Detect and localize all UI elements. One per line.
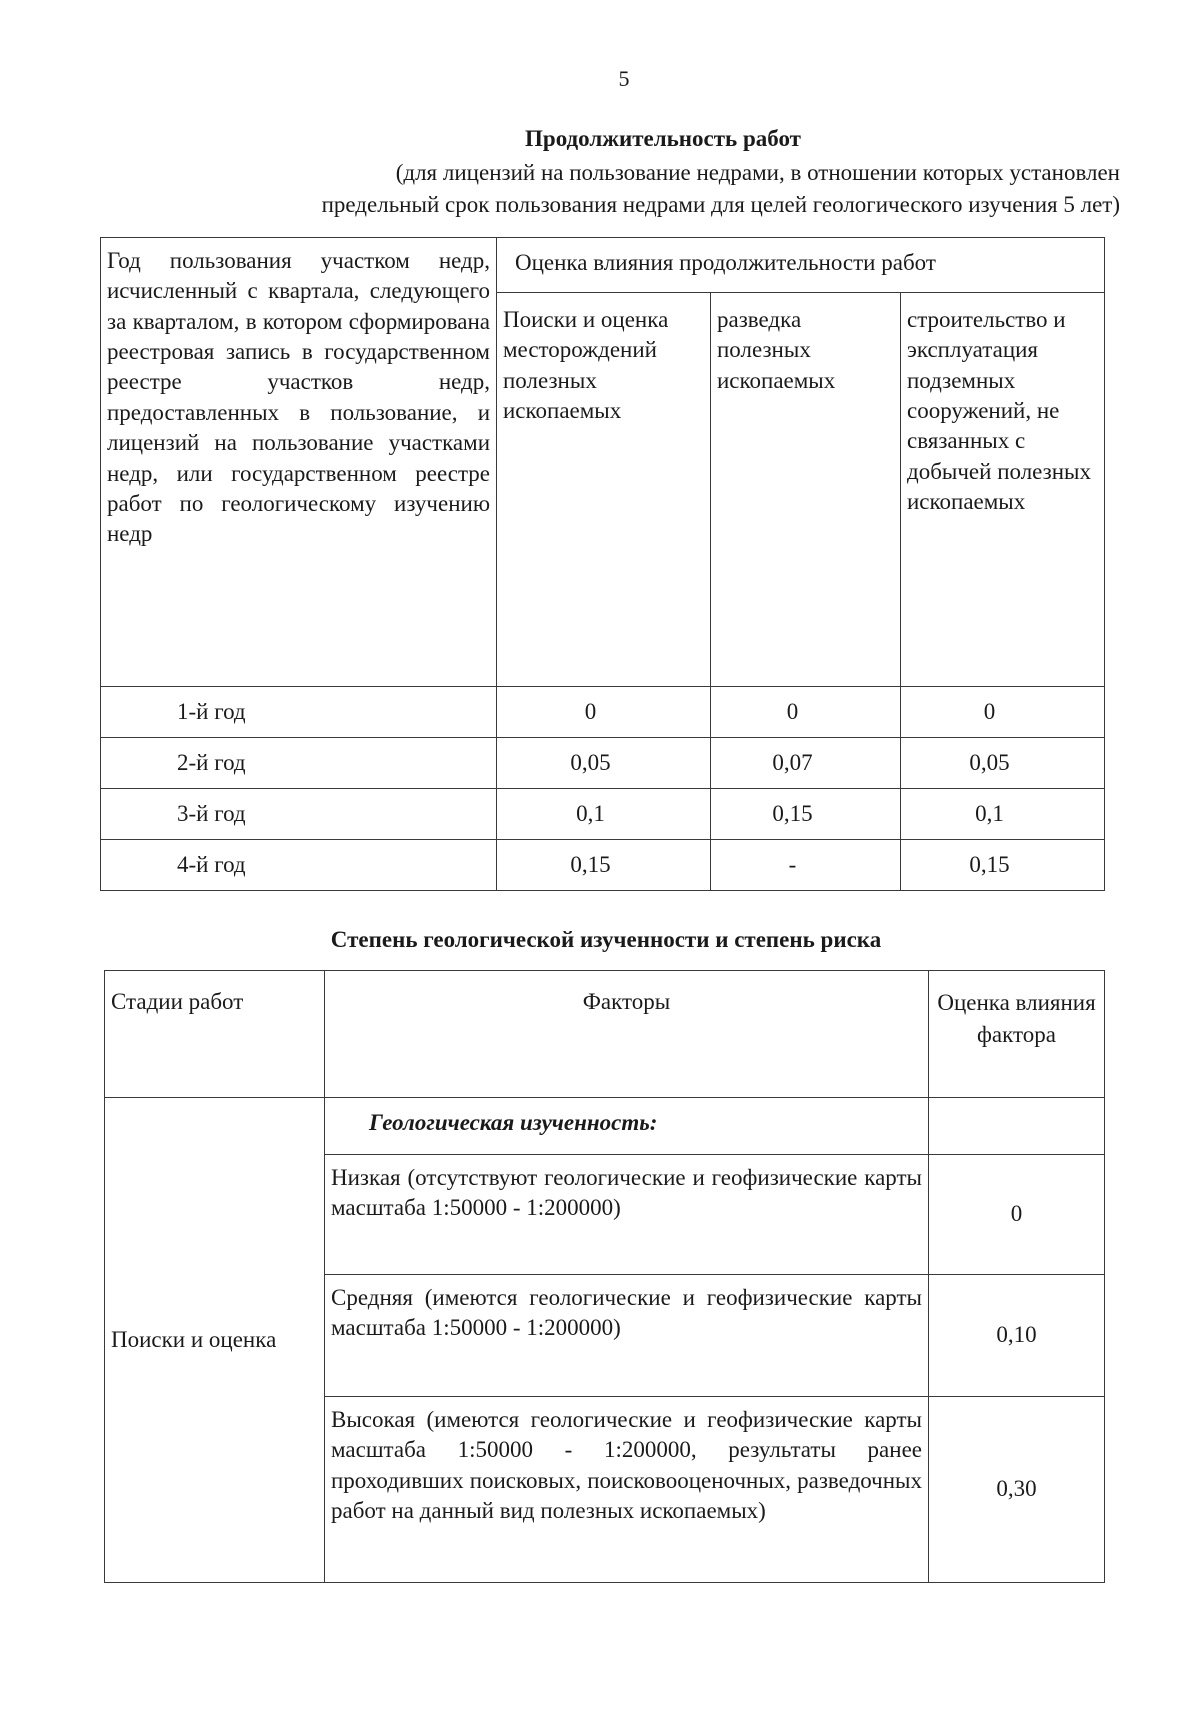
header-col-construction: строительство и эксплуатация подземных сооружений, не связанных с добычей полезных ископаемых — [901, 293, 1105, 687]
duration-table — [100, 237, 1105, 891]
header-year: Год пользования участком недр, исчисленный с квартала, следующего за кварталом, в котором сформирована реестровая запись в государственном реестре участков недр, предоставленных в пользование, и лицензий на пользование участками недр, или государственном реестре работ по геологическому изучению недр — [101, 238, 497, 687]
value-cell: 0,07 — [711, 738, 901, 789]
score-cell: 0,10 — [929, 1275, 1105, 1397]
duration-table-title: Продолжительность работ — [525, 126, 801, 151]
header-stages: Стадии работ — [105, 971, 325, 1098]
risk-table-title: Степень геологической изученности и степень риска — [330, 927, 882, 952]
year-cell: 3-й год — [101, 789, 497, 840]
page-number: 5 — [618, 66, 630, 91]
header-impact-group: Оценка влияния продолжительности работ — [497, 238, 1105, 293]
value-cell: 0,15 — [901, 840, 1105, 891]
value-cell: 0,15 — [497, 840, 711, 891]
header-col-search: Поиски и оценка месторождений полезных ископаемых — [497, 293, 711, 687]
value-cell: 0,1 — [901, 789, 1105, 840]
year-cell: 4-й год — [101, 840, 497, 891]
value-cell: 0 — [711, 687, 901, 738]
value-cell: - — [711, 840, 901, 891]
value-cell: 0,05 — [497, 738, 711, 789]
value-cell: 0 — [901, 687, 1105, 738]
geology-heading: Геологическая изученность: — [325, 1098, 929, 1155]
score-cell: 0 — [929, 1155, 1105, 1275]
header-score: Оценка влияния фактора — [929, 971, 1105, 1098]
empty-score-cell — [929, 1098, 1105, 1155]
header-col-exploration: разведка полезных ископаемых — [711, 293, 901, 687]
subtitle-line-2: предельный срок пользования недрами для целей геологического изучения 5 лет) — [321, 191, 1120, 217]
factor-cell: Средняя (имеются геологические и геофизические карты масштаба 1:50000 - 1:200000) — [325, 1275, 929, 1397]
factor-cell: Низкая (отсутствуют геологические и геофизические карты масштаба 1:50000 - 1:200000) — [325, 1155, 929, 1275]
table-row — [101, 840, 1105, 891]
subtitle-line-1: (для лицензий на пользование недрами, в отношении которых установлен — [395, 160, 1120, 185]
table-row — [101, 789, 1105, 840]
score-cell: 0,30 — [929, 1397, 1105, 1583]
duration-table-subtitle — [120, 157, 1120, 220]
year-cell: 1-й год — [101, 687, 497, 738]
stage-cell: Поиски и оценка — [105, 1098, 325, 1583]
risk-table — [104, 970, 1105, 1583]
header-factors: Факторы — [325, 971, 929, 1098]
value-cell: 0,15 — [711, 789, 901, 840]
table-row — [101, 687, 1105, 738]
value-cell: 0,05 — [901, 738, 1105, 789]
table-row — [101, 738, 1105, 789]
factor-cell: Высокая (имеются геологические и геофизические карты масштаба 1:50000 - 1:200000, результаты ранее проходивших поисковых, поисковооценочных, разведочных работ на данный вид полезных ископаемых) — [325, 1397, 929, 1583]
value-cell: 0 — [497, 687, 711, 738]
value-cell: 0,1 — [497, 789, 711, 840]
year-cell: 2-й год — [101, 738, 497, 789]
